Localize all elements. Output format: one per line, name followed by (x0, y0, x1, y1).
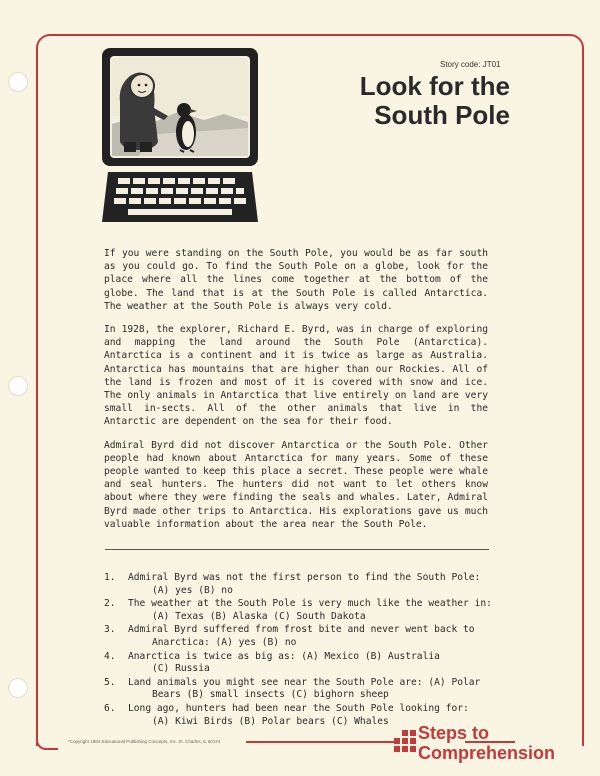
article-paragraph-1: If you were standing on the South Pole, you would be as far south as you could go. To find the South Pole on a globe, look for the place where all the lines come together at the bottom of the globe. The land that is at the South Pole is called Antarctica. The weather at the South Pole is always very cold. (104, 248, 488, 312)
article-paragraph-3: Admiral Byrd did not discover Antarctica or the South Pole. Other people had known about Antarctica for many years. Some of these people wanted to keep this place a secret. These people were whale and seal hunters. The hunters did not want to let others know about where they were finding the seals and whales. Later, Admiral Byrd made other trips to Antarctica. His explorations gave us much valuable information about the area near the South Pole. (104, 439, 488, 530)
page-title (320, 72, 510, 130)
article-paragraph-2: In 1928, the explorer, Richard E. Byrd, was in charge of exploring and mapping the land around the South Pole (Antarctica). Antarctica is a continent and it is twice as large as Australia. Antarctica has mountains that are higher than our Rockies. All of the land is frozen and most of it is covered with snow and ice. The only animals in Antarctica that live entirely on land are very small in-sects. All of the other animals that live in the Antarctic are dependent on the sea for their food. (104, 324, 488, 428)
question-number: 5. (104, 676, 116, 688)
steps-to-comprehension-logo (388, 723, 572, 769)
logo-squares-icon (394, 730, 416, 758)
binder-hole-top (8, 72, 28, 92)
question-number: 3. (104, 624, 116, 636)
question-text: The weather at the South Pole is very much like the weather in: (128, 598, 492, 610)
question-number: 1. (104, 572, 116, 583)
question-options: (A) yes (B) no (152, 584, 233, 596)
question-options: (C) Russia (152, 663, 210, 675)
question-item (104, 651, 504, 676)
question-item (104, 598, 504, 623)
question-item (104, 624, 504, 649)
question-text: Anarctica is twice as big as: (A) Mexico (B) Australia (128, 650, 440, 662)
story-code: Story code: JT01 (440, 60, 501, 69)
binder-hole-middle (8, 376, 28, 396)
question-item (104, 677, 504, 702)
question-options: (A) Texas (B) Alaska (C) South Dakota (152, 610, 366, 622)
footer-rule-left (246, 741, 398, 743)
question-number: 2. (104, 598, 116, 610)
computer-illustration-icon (98, 46, 262, 236)
question-text: Land animals you might see near the South Pole are: (A) Polar (128, 676, 481, 688)
question-list (104, 572, 504, 729)
copyright-notice: *Copyright 1984 Educational Publishing Concepts, Inc. St. Charles, IL 60174 (68, 739, 221, 744)
logo-line-2: Comprehension (418, 743, 556, 763)
question-number: 4. (104, 650, 116, 662)
article-text (104, 247, 488, 541)
section-divider (105, 549, 489, 550)
title-line-2: South Pole (374, 100, 510, 130)
binder-hole-bottom (8, 678, 28, 698)
title-line-1: Look for the (359, 71, 510, 101)
page-border-corner (36, 740, 58, 750)
question-number: 6. (104, 702, 116, 714)
question-options: (A) Kiwi Birds (B) Polar bears (C) Whales (152, 715, 389, 727)
question-item (104, 572, 504, 597)
question-options: Anarctica: (A) yes (B) no (152, 636, 297, 648)
question-text: Admiral Byrd suffered from frost bite and never went back to (128, 624, 475, 636)
question-text: Admiral Byrd was not the first person to find the South Pole: (128, 572, 481, 583)
question-text: Long ago, hunters had been near the South Pole looking for: (128, 702, 469, 714)
logo-line-1: Steps to (418, 723, 490, 743)
question-options: Bears (B) small insects (C) bighorn sheep (152, 689, 389, 701)
